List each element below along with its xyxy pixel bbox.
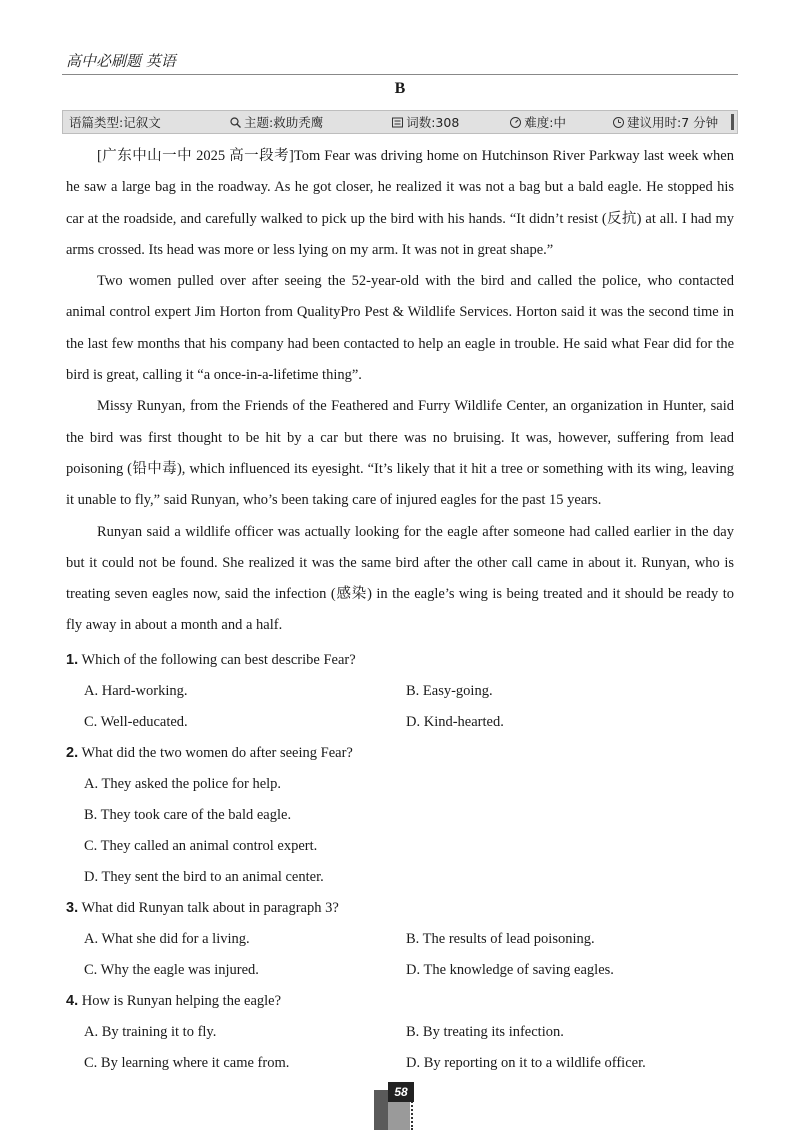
question-text: What did the two women do after seeing Fear?: [81, 745, 353, 761]
question-text: Which of the following can best describe Fear?: [81, 652, 356, 668]
option-d[interactable]: D. Kind-hearted.: [406, 714, 504, 730]
info-genre-text: 语篇类型:记叙文: [69, 115, 161, 130]
option-c[interactable]: C. By learning where it came from.: [84, 1055, 290, 1071]
info-time-text: 建议用时:7 分钟: [627, 115, 719, 130]
question-number: 4.: [66, 993, 79, 1009]
question-4-options: [66, 1017, 734, 1079]
info-theme: [229, 113, 323, 131]
info-difficulty-text: 难度:中: [524, 115, 567, 130]
question-text: What did Runyan talk about in paragraph 3?: [81, 900, 339, 916]
page-corner-decoration: [374, 1090, 388, 1130]
option-d[interactable]: D. The knowledge of saving eagles.: [406, 962, 614, 978]
question-number: 3.: [66, 900, 79, 916]
section-letter: B: [394, 80, 406, 97]
reading-passage: [66, 141, 734, 642]
question-3-options: [66, 924, 734, 986]
option-c[interactable]: C. Well-educated.: [84, 714, 188, 730]
question-number: 1.: [66, 652, 79, 668]
gauge-icon: [509, 116, 522, 129]
option-b[interactable]: B. The results of lead poisoning.: [406, 931, 595, 947]
page-dotted-line: [411, 1098, 415, 1130]
option-b[interactable]: B. Easy-going.: [406, 683, 493, 699]
clock-icon: [612, 116, 625, 129]
page-corner-decoration: [388, 1102, 410, 1130]
question-1: [66, 645, 734, 676]
option-b[interactable]: B. They took care of the bald eagle.: [84, 807, 292, 823]
question-2: [66, 738, 734, 769]
question-2-options: [66, 769, 734, 893]
header-divider: [62, 74, 738, 75]
question-list: [66, 645, 734, 1079]
info-bar-end-cap: [731, 114, 734, 130]
page-number: 58: [388, 1082, 414, 1102]
info-words-text: 词数:308: [406, 115, 460, 130]
question-1-options: [66, 676, 734, 738]
search-icon: [229, 116, 242, 129]
info-words: [391, 113, 459, 131]
option-a[interactable]: A. By training it to fly.: [84, 1024, 217, 1040]
passage-paragraph-1: [广东中山一中 2025 高一段考]Tom Fear was driving home on Hutchinson River Parkway last week when he saw a large bag in the roadway. As he got closer, he realized it was not a bag but a bald eagle. He stopped his car at the roadside, and carefully walked to pick up the bird with his hands. “It didn’t resist (反抗) at all. I had my arms crossed. Its head was more or less lying on my arm. It was not in great shape.”: [66, 148, 734, 258]
word-count-icon: [391, 116, 404, 129]
info-time: [612, 113, 718, 131]
info-difficulty: [509, 113, 566, 131]
option-c[interactable]: C. Why the eagle was injured.: [84, 962, 259, 978]
question-4: [66, 986, 734, 1017]
option-c[interactable]: C. They called an animal control expert.: [84, 838, 318, 854]
option-a[interactable]: A. Hard-working.: [84, 683, 188, 699]
question-3: [66, 893, 734, 924]
option-b[interactable]: B. By treating its infection.: [406, 1024, 564, 1040]
question-text: How is Runyan helping the eagle?: [81, 993, 282, 1009]
passage-info-bar: [62, 110, 738, 134]
question-number: 2.: [66, 745, 79, 761]
info-theme-text: 主题:救助秃鹰: [244, 115, 324, 130]
option-a[interactable]: A. They asked the police for help.: [84, 776, 282, 792]
option-a[interactable]: A. What she did for a living.: [84, 931, 250, 947]
option-d[interactable]: D. By reporting on it to a wildlife officer.: [406, 1055, 646, 1071]
passage-paragraph-3: Missy Runyan, from the Friends of the Feathered and Furry Wildlife Center, an organization in Hunter, said the bird was first thought to be hit by a car but there was no bruising. It was, however, suffering from lead poisoning (铅中毒), which influenced its eyesight. “It’s likely that it hit a tree or something with its wing, leaving it unable to fly,” said Runyan, who’s been taking care of injured eagles for the past 15 years.: [66, 398, 734, 509]
option-d[interactable]: D. They sent the bird to an animal center.: [84, 869, 324, 885]
info-genre: [67, 113, 161, 131]
book-header-title: 高中必刷题 英语: [66, 52, 176, 70]
passage-paragraph-2: Two women pulled over after seeing the 52-year-old with the bird and called the police, who contacted animal control expert Jim Horton from QualityPro Pest & Wildlife Services. Horton said it was the second time in the last few months that his company had been contacted to help an eagle in trouble. He said what Fear did for the bird is great, calling it “a once-in-a-lifetime thing”.: [66, 273, 734, 384]
passage-paragraph-4: Runyan said a wildlife officer was actually looking for the eagle after someone had called earlier in the day but it could not be found. She realized it was the same bird after the other call came in about it. Runyan, who is treating seven eagles now, said the infection (感染) in the eagle’s wing is being treated and it should be ready to fly away in about a month and a half.: [66, 523, 734, 634]
